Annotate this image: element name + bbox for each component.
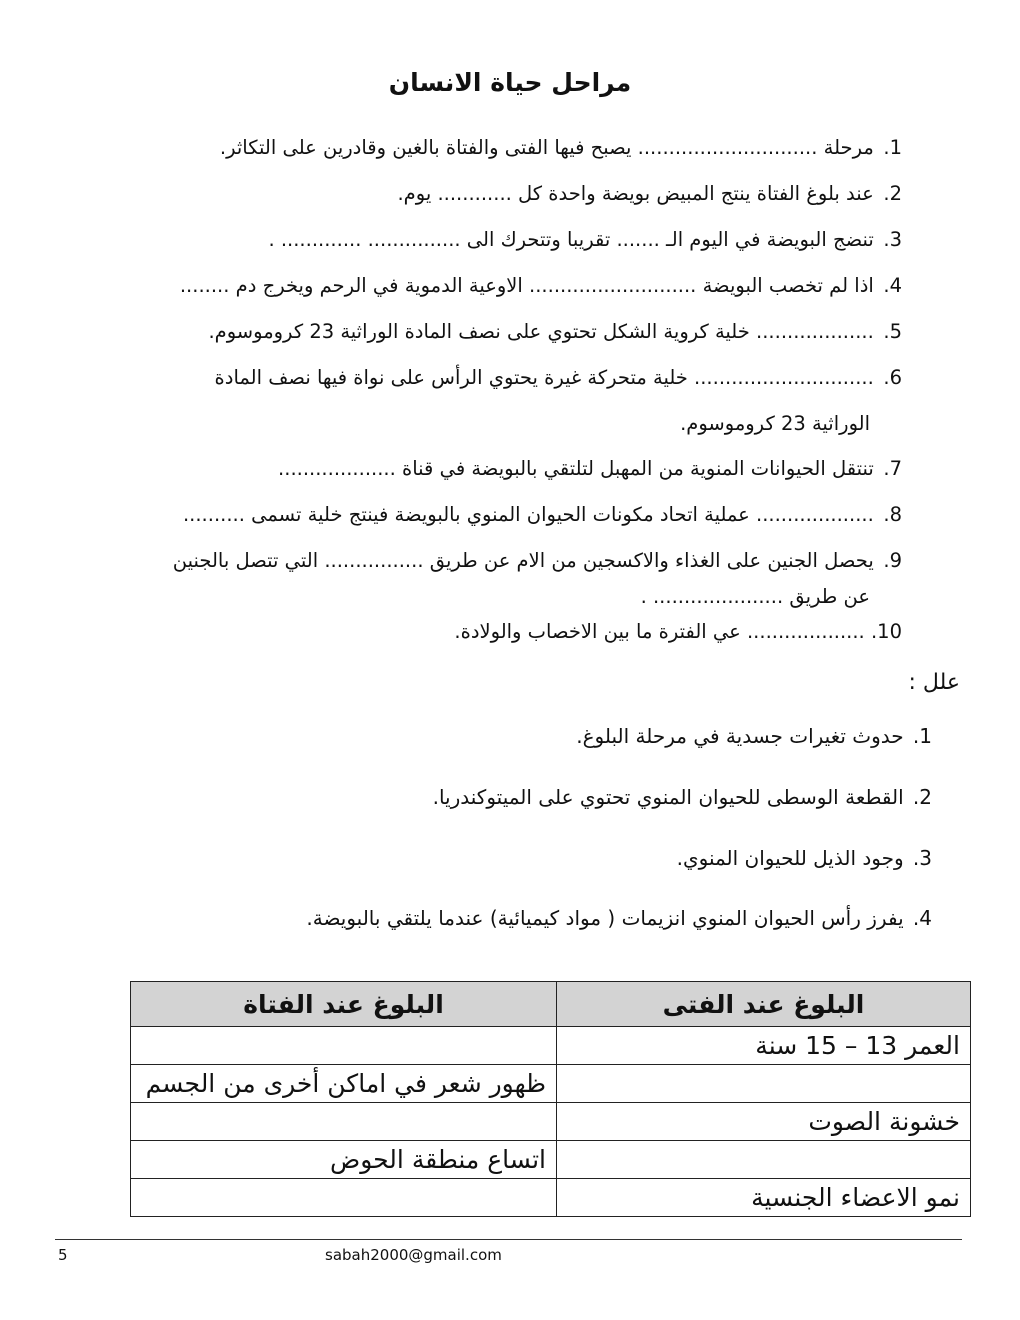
question-number: 4. xyxy=(883,274,902,297)
question-text: تنتقل الحيوانات المنوية من المهبل لتلتقي بالبويضة في قناة ................... xyxy=(278,457,874,480)
question-number: 3. xyxy=(883,228,902,251)
question-6-continuation: الوراثية 23 كروموسوم. xyxy=(680,412,870,435)
reason-3 xyxy=(677,848,932,868)
question-text: ................... عملية اتحاد مكونات الحيوان المنوي بالبويضة فينتج خلية تسمى .......... xyxy=(182,503,874,526)
header-girl: البلوغ عند الفتاة xyxy=(131,982,557,1027)
cell-girl xyxy=(131,1027,557,1065)
page-title: مراحل حياة الانسان xyxy=(388,68,632,97)
question-4 xyxy=(180,276,902,296)
question-3 xyxy=(268,230,902,250)
reason-2 xyxy=(433,787,932,807)
question-number: 1. xyxy=(883,136,902,159)
question-1 xyxy=(220,138,902,158)
reason-number: 3. xyxy=(912,846,932,870)
cell-boy: نمو الاعضاء الجنسية xyxy=(557,1179,971,1217)
question-9 xyxy=(173,551,902,571)
question-text: مرحلة ............................. يصبح فيها الفتى والفتاة بالغين وقادرين على التكاثر. xyxy=(219,136,874,159)
question-number: 6. xyxy=(883,366,902,389)
reason-number: 1. xyxy=(912,724,932,748)
cell-boy xyxy=(557,1141,971,1179)
question-number: 2. xyxy=(883,182,902,205)
question-10 xyxy=(454,622,902,642)
table-header-row xyxy=(131,982,971,1027)
table-row xyxy=(131,1027,971,1065)
question-number: 8. xyxy=(883,503,902,526)
reason-text: يفرز رأس الحيوان المنوي انزيمات ( مواد كيميائية) عندما يلتقي بالبويضة. xyxy=(306,906,904,930)
table-row xyxy=(131,1065,971,1103)
question-number: 7. xyxy=(883,457,902,480)
page-number: 5 xyxy=(58,1246,68,1264)
cell-boy xyxy=(557,1065,971,1103)
question-text: ................... خلية كروية الشكل تحتوي على نصف المادة الوراثية 23 كروموسوم. xyxy=(208,320,874,343)
cell-girl: ظهور شعر في اماكن أخرى من الجسم xyxy=(131,1065,557,1103)
cell-girl: اتساع منطقة الحوض xyxy=(131,1141,557,1179)
question-text: عند بلوغ الفتاة ينتج المبيض بويضة واحدة كل ............ يوم. xyxy=(397,182,874,205)
question-number: 10. xyxy=(870,620,902,643)
footer-divider xyxy=(55,1239,962,1240)
reason-4 xyxy=(306,908,932,928)
question-number: 5. xyxy=(883,320,902,343)
question-7 xyxy=(278,459,902,479)
table-row xyxy=(131,1103,971,1141)
question-6 xyxy=(215,368,902,388)
question-text: اذا لم تخصب البويضة ........................... الاوعية الدموية في الرحم ويخرج دم ........ xyxy=(179,274,874,297)
cell-boy: العمر 13 – 15 سنة xyxy=(557,1027,971,1065)
header-boy: البلوغ عند الفتى xyxy=(557,982,971,1027)
question-text: ................... عي الفترة ما بين الاخصاب والولادة. xyxy=(454,620,865,643)
reason-number: 2. xyxy=(912,785,932,809)
question-text: يحصل الجنين على الغذاء والاكسجين من الام عن طريق ................ التي تتصل بالجنين xyxy=(172,549,874,572)
table-row xyxy=(131,1141,971,1179)
footer-email: sabah2000@gmail.com xyxy=(325,1246,502,1264)
puberty-table xyxy=(130,981,971,1217)
question-text: ............................. خلية متحركة غيرة يحتوي الرأس على نواة فيها نصف المادة xyxy=(214,366,874,389)
reason-text: القطعة الوسطى للحيوان المنوي تحتوي على الميتوكندريا. xyxy=(432,785,904,809)
reason-number: 4. xyxy=(912,906,932,930)
question-8 xyxy=(183,505,902,525)
cell-girl xyxy=(131,1179,557,1217)
reason-text: حدوث تغيرات جسدية في مرحلة البلوغ. xyxy=(576,724,904,748)
reason-1 xyxy=(576,726,932,746)
cell-girl xyxy=(131,1103,557,1141)
question-9-continuation: عن طريق ..................... . xyxy=(640,585,870,608)
table-row xyxy=(131,1179,971,1217)
reasons-heading: علل : xyxy=(908,670,960,695)
reason-text: وجود الذيل للحيوان المنوي. xyxy=(676,846,904,870)
question-2 xyxy=(397,184,902,204)
question-text: تنضج البويضة في اليوم الـ ....... تقريبا وتتحرك الى ............... ............. . xyxy=(268,228,874,251)
question-number: 9. xyxy=(883,549,902,572)
cell-boy: خشونة الصوت xyxy=(557,1103,971,1141)
question-5 xyxy=(208,322,902,342)
